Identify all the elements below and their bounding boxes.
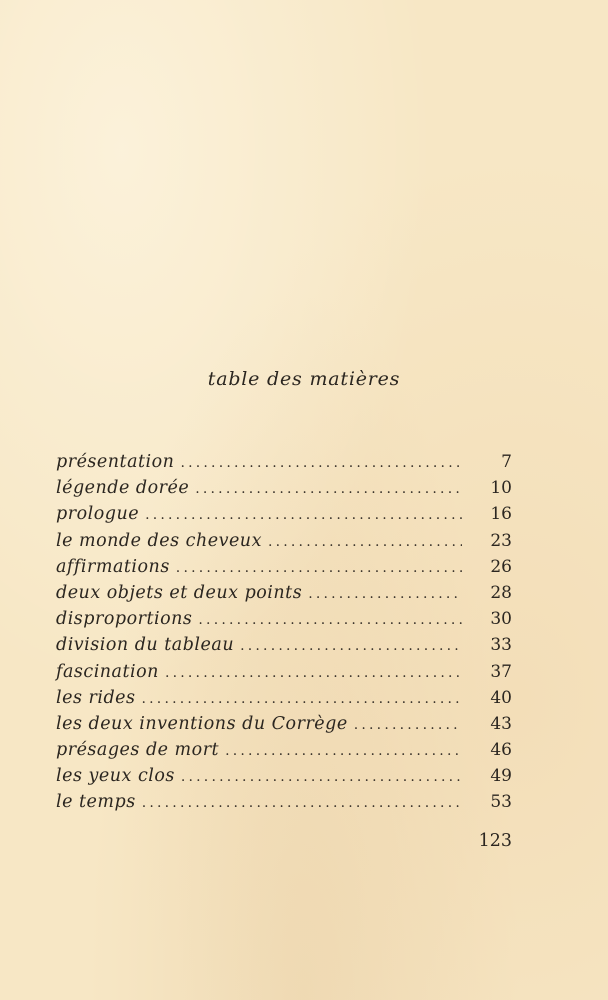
toc-entry-title: présages de mort bbox=[56, 740, 220, 761]
toc-entry-page: 40 bbox=[490, 687, 512, 708]
dot-leader bbox=[308, 581, 462, 607]
toc-entry-title: le temps bbox=[56, 792, 136, 813]
toc-entry-title: les yeux clos bbox=[56, 766, 175, 787]
toc-entry bbox=[56, 737, 512, 763]
toc-entry-title: disproportions bbox=[56, 609, 193, 630]
toc-entry-page: 23 bbox=[490, 530, 512, 551]
toc-entry-title: les deux inventions du Corrège bbox=[56, 713, 348, 734]
dot-leader bbox=[180, 450, 462, 476]
toc-entry bbox=[56, 554, 512, 580]
toc-entry bbox=[56, 659, 512, 685]
toc-heading: table des matières bbox=[207, 368, 401, 390]
dot-leader bbox=[176, 555, 462, 581]
toc-entry-page: 53 bbox=[490, 792, 512, 813]
table-of-contents bbox=[56, 449, 512, 816]
toc-entry bbox=[56, 711, 512, 737]
dot-leader bbox=[142, 686, 463, 712]
toc-entry-title: les rides bbox=[56, 687, 136, 708]
toc-entry bbox=[56, 501, 512, 527]
dot-leader bbox=[145, 502, 462, 528]
toc-entry-page: 37 bbox=[490, 661, 512, 682]
dot-leader bbox=[354, 712, 462, 738]
toc-entry-title: le monde des cheveux bbox=[56, 530, 262, 551]
toc-entry-page: 16 bbox=[490, 504, 512, 525]
toc-entry bbox=[56, 763, 512, 789]
toc-entry bbox=[56, 449, 512, 475]
toc-entry-title: prologue bbox=[56, 504, 140, 525]
dot-leader bbox=[198, 607, 462, 633]
toc-entry bbox=[56, 475, 512, 501]
toc-entry-title: deux objets et deux points bbox=[56, 582, 303, 603]
toc-entry-page: 30 bbox=[490, 609, 512, 630]
toc-entry-page: 10 bbox=[490, 478, 512, 499]
toc-entry-title: légende dorée bbox=[56, 478, 190, 499]
dot-leader bbox=[195, 476, 462, 502]
toc-entry-page: 7 bbox=[501, 452, 512, 472]
toc-entry-title: division du tableau bbox=[56, 635, 235, 656]
toc-entry bbox=[56, 580, 512, 606]
toc-entry-page: 28 bbox=[490, 582, 512, 603]
toc-entry bbox=[56, 789, 512, 815]
toc-entry-page: 26 bbox=[490, 556, 512, 577]
toc-entry-page: 33 bbox=[490, 635, 512, 656]
toc-entry-title: fascination bbox=[56, 661, 159, 682]
toc-entry-page: 49 bbox=[490, 766, 512, 787]
dot-leader bbox=[225, 738, 462, 764]
dot-leader bbox=[142, 790, 462, 816]
page-number: 123 bbox=[478, 831, 512, 851]
toc-entry bbox=[56, 528, 512, 554]
toc-entry bbox=[56, 632, 512, 658]
dot-leader bbox=[181, 764, 462, 790]
dot-leader bbox=[240, 633, 462, 659]
toc-entry-title: présentation bbox=[56, 452, 175, 472]
toc-entry bbox=[56, 606, 512, 632]
toc-entry-page: 46 bbox=[490, 740, 512, 761]
dot-leader bbox=[165, 660, 462, 686]
toc-entry-page: 43 bbox=[490, 713, 512, 734]
dot-leader bbox=[268, 529, 462, 555]
toc-entry bbox=[56, 685, 512, 711]
toc-entry-title: affirmations bbox=[56, 556, 170, 577]
